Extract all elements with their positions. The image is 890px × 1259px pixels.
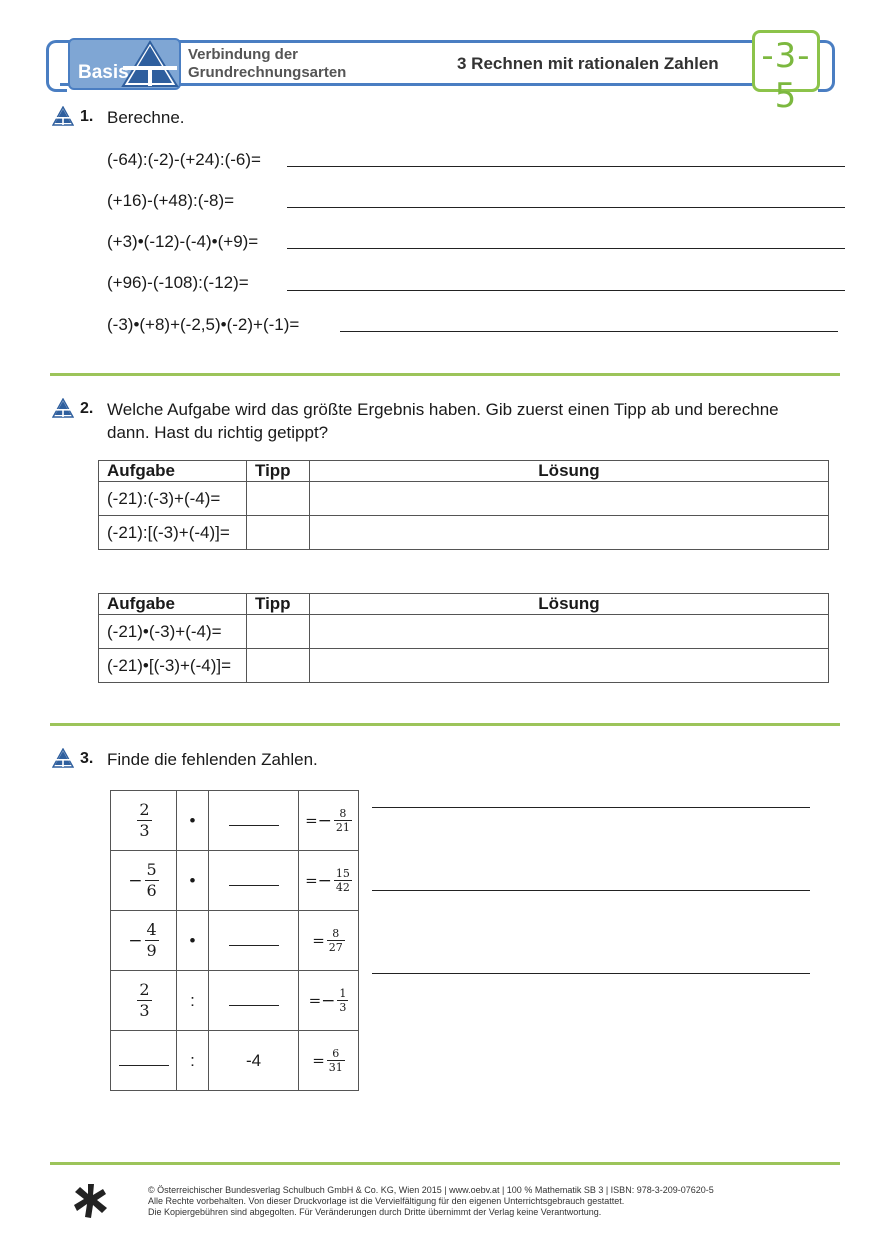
difficulty-pyramid-icon xyxy=(52,398,74,418)
fraction xyxy=(137,800,151,841)
column-header-aufgabe: Aufgabe xyxy=(99,594,247,615)
tip-cell[interactable] xyxy=(247,649,310,683)
task-cell: (-21):[(-3)+(-4)]= xyxy=(99,516,247,550)
solution-cell[interactable] xyxy=(310,482,829,516)
first-factor-cell xyxy=(111,851,177,911)
fraction-table xyxy=(110,790,359,1091)
tip-cell[interactable] xyxy=(247,516,310,550)
denominator: 3 xyxy=(139,821,150,840)
task2-instruction xyxy=(107,398,779,444)
first-factor-cell xyxy=(111,911,177,971)
task2-instruction-line-2: dann. Hast du richtig getippt? xyxy=(107,423,329,442)
operator-cell: • xyxy=(177,911,209,971)
task1-instruction: Berechne. xyxy=(107,108,185,127)
task1-expression-2: (+16)-(+48):(-8)= xyxy=(107,191,235,210)
column-header-tipp: Tipp xyxy=(247,594,310,615)
denominator: 42 xyxy=(335,881,350,894)
tip-table-1 xyxy=(98,460,829,550)
equals-sign: = xyxy=(305,811,318,830)
numerator: 2 xyxy=(139,980,150,999)
footer-line-2: Alle Rechte vorbehalten. Von dieser Druckvorlage ist die Vervielfältigung für den eigenen Unterrichtsgebrauch gestattet. xyxy=(148,1196,625,1206)
footer-line-3: Die Kopiergebühren sind abgegolten. Für Veränderungen durch Dritte übernimmt der Verlag keine Verantwortung. xyxy=(148,1207,602,1217)
task1-number: 1. xyxy=(80,108,94,125)
answer-line-1[interactable] xyxy=(287,166,845,167)
task-cell: (-21)•[(-3)+(-4)]= xyxy=(99,649,247,683)
chapter-title: 3 Rechnen mit rationalen Zahlen xyxy=(457,54,719,73)
equals-sign: = xyxy=(312,931,325,950)
result-cell xyxy=(299,851,359,911)
table-row xyxy=(99,615,829,649)
result-cell xyxy=(299,791,359,851)
missing-number-cell[interactable] xyxy=(209,791,299,851)
work-line-3[interactable] xyxy=(372,973,810,974)
table-row xyxy=(111,1031,359,1091)
equals-sign: = xyxy=(308,991,322,1010)
fraction xyxy=(337,987,348,1014)
task2-number: 2. xyxy=(80,400,94,417)
task1-expression-1: (-64):(-2)-(+24):(-6)= xyxy=(107,150,261,169)
work-line-2[interactable] xyxy=(372,890,810,891)
task1-expression-5: (-3)•(+8)+(-2,5)•(-2)+(-1)= xyxy=(107,315,300,334)
column-header-loesung: Lösung xyxy=(310,461,829,482)
page-number: -3-5 xyxy=(761,36,811,116)
first-factor-cell xyxy=(111,791,177,851)
task2-instruction-line-1: Welche Aufgabe wird das größte Ergebnis haben. Gib zuerst einen Tipp ab und berechne xyxy=(107,400,779,419)
second-factor-cell: -4 xyxy=(209,1031,299,1091)
fraction xyxy=(327,927,345,954)
operator-cell: • xyxy=(177,851,209,911)
equals-sign: = xyxy=(305,871,318,890)
numerator: 8 xyxy=(332,927,340,940)
numerator: 6 xyxy=(332,1047,340,1060)
table-row xyxy=(99,516,829,550)
denominator: 6 xyxy=(146,881,157,900)
difficulty-pyramid-icon xyxy=(52,106,74,126)
footer-line-1: © Österreichischer Bundesverlag Schulbuch GmbH & Co. KG, Wien 2015 | www.oebv.at | 100 % Mathematik SB 3 | ISBN: 978-3-209-07620-5 xyxy=(148,1185,714,1195)
header-bracket-right xyxy=(818,40,835,92)
blank-line[interactable] xyxy=(229,871,279,886)
task3-number: 3. xyxy=(80,750,94,767)
section-divider xyxy=(50,723,840,726)
answer-line-2[interactable] xyxy=(287,207,845,208)
sign: − xyxy=(321,990,336,1011)
solution-cell[interactable] xyxy=(310,516,829,550)
answer-line-5[interactable] xyxy=(340,331,838,332)
answer-line-4[interactable] xyxy=(287,290,845,291)
topic-title xyxy=(188,46,346,82)
denominator: 3 xyxy=(139,1001,150,1020)
blank-line[interactable] xyxy=(229,931,279,946)
fraction xyxy=(334,807,352,834)
fraction xyxy=(334,867,352,894)
tip-table-2 xyxy=(98,593,829,683)
numerator: 8 xyxy=(339,807,347,820)
footer-divider xyxy=(50,1162,840,1165)
operator-cell: : xyxy=(177,971,209,1031)
work-line-1[interactable] xyxy=(372,807,810,808)
table-row xyxy=(99,482,829,516)
basis-label: Basis xyxy=(78,62,129,83)
operator-cell: • xyxy=(177,791,209,851)
missing-number-cell[interactable] xyxy=(209,851,299,911)
section-divider xyxy=(50,373,840,376)
fraction xyxy=(145,860,159,901)
missing-number-cell[interactable] xyxy=(209,971,299,1031)
answer-line-3[interactable] xyxy=(287,248,845,249)
table-row xyxy=(111,911,359,971)
table-row xyxy=(99,649,829,683)
header-bracket-left xyxy=(46,40,67,92)
denominator: 3 xyxy=(339,1001,347,1014)
solution-cell[interactable] xyxy=(310,615,829,649)
column-header-tipp: Tipp xyxy=(247,461,310,482)
task1-expression-4: (+96)-(-108):(-12)= xyxy=(107,273,249,292)
fraction xyxy=(145,920,159,961)
publisher-logo-icon xyxy=(72,1182,110,1220)
first-factor-cell xyxy=(111,971,177,1031)
footer-copyright xyxy=(148,1185,714,1218)
numerator: 2 xyxy=(139,800,150,819)
numerator: 5 xyxy=(146,860,157,879)
operator-cell: : xyxy=(177,1031,209,1091)
difficulty-pyramid-icon xyxy=(52,748,74,768)
equals-sign: = xyxy=(312,1051,325,1070)
topic-line-2: Grundrechnungsarten xyxy=(188,64,347,81)
tip-cell[interactable] xyxy=(247,482,310,516)
sign: − xyxy=(317,810,332,831)
task-cell: (-21)•(-3)+(-4)= xyxy=(99,615,247,649)
missing-number-cell[interactable] xyxy=(209,911,299,971)
result-cell xyxy=(299,911,359,971)
tip-cell[interactable] xyxy=(247,615,310,649)
task3-instruction: Finde die fehlenden Zahlen. xyxy=(107,750,318,769)
topic-line-1: Verbindung der xyxy=(188,46,299,63)
result-cell xyxy=(299,971,359,1031)
sign: − xyxy=(317,870,332,891)
task1-expression-3: (+3)•(-12)-(-4)•(+9)= xyxy=(107,232,259,251)
numerator: 4 xyxy=(146,920,157,939)
column-header-loesung: Lösung xyxy=(310,594,829,615)
fraction xyxy=(327,1047,345,1074)
pyramid-icon xyxy=(120,40,180,88)
solution-cell[interactable] xyxy=(310,649,829,683)
denominator: 31 xyxy=(328,1061,343,1074)
sign: − xyxy=(128,870,143,891)
blank-line[interactable] xyxy=(229,991,279,1006)
column-header-aufgabe: Aufgabe xyxy=(99,461,247,482)
table-row xyxy=(111,851,359,911)
denominator: 27 xyxy=(328,941,343,954)
result-cell xyxy=(299,1031,359,1091)
missing-number-cell[interactable] xyxy=(111,1031,177,1091)
numerator: 1 xyxy=(339,987,347,1000)
blank-line[interactable] xyxy=(229,811,279,826)
task-cell: (-21):(-3)+(-4)= xyxy=(99,482,247,516)
denominator: 21 xyxy=(335,821,350,834)
fraction xyxy=(137,980,151,1021)
blank-line[interactable] xyxy=(119,1051,169,1066)
table-row xyxy=(111,791,359,851)
denominator: 9 xyxy=(146,941,157,960)
sign: − xyxy=(128,930,143,951)
numerator: 15 xyxy=(335,867,350,880)
table-row xyxy=(111,971,359,1031)
